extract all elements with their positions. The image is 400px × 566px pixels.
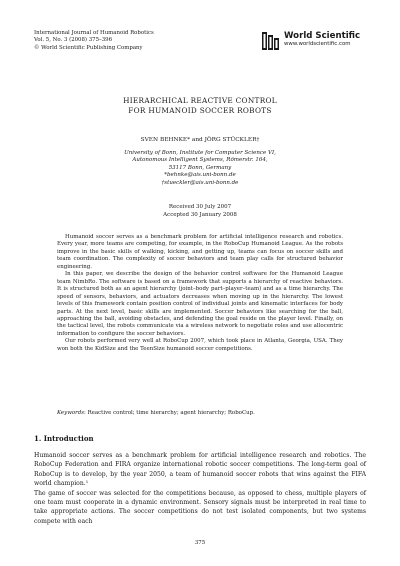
affiliation-line-1: University of Bonn, Institute for Computer Science VI,	[124, 150, 276, 156]
keywords	[57, 410, 343, 417]
page-number: 375	[194, 540, 206, 546]
journal-copyright: © World Scientific Publishing Company	[34, 44, 143, 51]
keywords-label: Keywords	[57, 410, 85, 416]
title-line-1: HIERARCHICAL REACTIVE CONTROL	[123, 96, 277, 105]
author-email-1: *behnke@ais.uni-bonn.de	[164, 172, 236, 179]
author-affiliation	[0, 150, 400, 187]
keywords-text: Reactive control; time hierarchy; agent hierarchy; RoboCup.	[87, 410, 255, 416]
journal-header	[34, 30, 154, 52]
title-line-2: FOR HUMANOID SOCCER ROBOTS	[128, 106, 272, 115]
journal-name: International Journal of Humanoid Robotics	[34, 30, 154, 36]
journal-volume: Vol. 5, No. 3 (2008) 375–396	[34, 37, 113, 44]
world-scientific-logo-icon	[262, 30, 282, 52]
logo-name: World Scientific	[284, 31, 361, 41]
body-paragraph: The game of soccer was selected for the competitions because, as opposed to chess, multiple players of one team must cooperate in a dynamic environment. Sensory signals must be interpreted in real time to take appropriate actions. The soccer competitions do not test isolated components, but two systems compete with each	[34, 489, 366, 525]
section-heading: 1. Introduction	[34, 434, 94, 443]
author-email-2: †stueckler@ais.uni-bonn.de	[161, 179, 239, 186]
accepted-date: Accepted 30 January 2008	[163, 211, 237, 218]
paper-authors: SVEN BEHNKE* and JÖRG STÜCKLER†	[140, 137, 260, 143]
affiliation-line-3: 53117 Bonn, Germany	[168, 164, 232, 171]
section-body	[34, 451, 366, 526]
publication-dates	[0, 204, 400, 220]
abstract-paragraph: Our robots performed very well at RoboCup 2007, which took place in Atlanta, Georgia, USA. They won both the KidSize and the TeenSize humanoid soccer competitions.	[57, 338, 343, 352]
received-date: Received 30 July 2007	[168, 204, 232, 210]
keywords-separator: :	[84, 410, 88, 416]
affiliation-line-2: Autonomous Intelligent Systems, Römerstr. 164,	[132, 157, 268, 164]
publisher-logo	[262, 30, 372, 54]
abstract-paragraph: Humanoid soccer serves as a benchmark problem for artificial intelligence research and robotics. Every year, more teams are competing, for example, in the RoboCup Humanoid League. As the robots improve in the basic skills of walking, kicking, and getting up, teams can focus on soccer skills and team coordination. The complexity of soccer behaviors and team play calls for structured behavior engineering.	[57, 234, 343, 270]
abstract	[57, 234, 343, 353]
body-paragraph: Humanoid soccer serves as a benchmark problem for artificial intelligence research and robotics. The RoboCup Federation and FIRA organize international robotic soccer competitions. The long-term goal of RoboCup is to develop, by the year 2050, a team of humanoid soccer robots that wins against the FIFA world champion.¹	[34, 452, 366, 488]
abstract-paragraph: In this paper, we describe the design of the behavior control software for the Humanoid League team NimbRo. The software is based on a framework that supports a hierarchy of reactive behaviors. It is structured both as an agent hierarchy (joint–body part–player–team) and as a time hierarchy. The speed of sensors, behaviors, and actuators decreases when moving up in the hierarchy. The lowest levels of this framework contain position control of individual joints and kinematic interfaces for body parts. At the next level, basic skills are implemented. Soccer behaviors like searching for the ball, approaching the ball, avoiding obstacles, and defending the goal reside on the player level. Finally, on the tactical level, the robots communicate via a wireless network to negotiate roles and use allocentric information to configure the soccer behaviors.	[57, 271, 343, 337]
logo-url: www.worldscientific.com	[284, 41, 351, 47]
paper-title	[0, 96, 400, 116]
